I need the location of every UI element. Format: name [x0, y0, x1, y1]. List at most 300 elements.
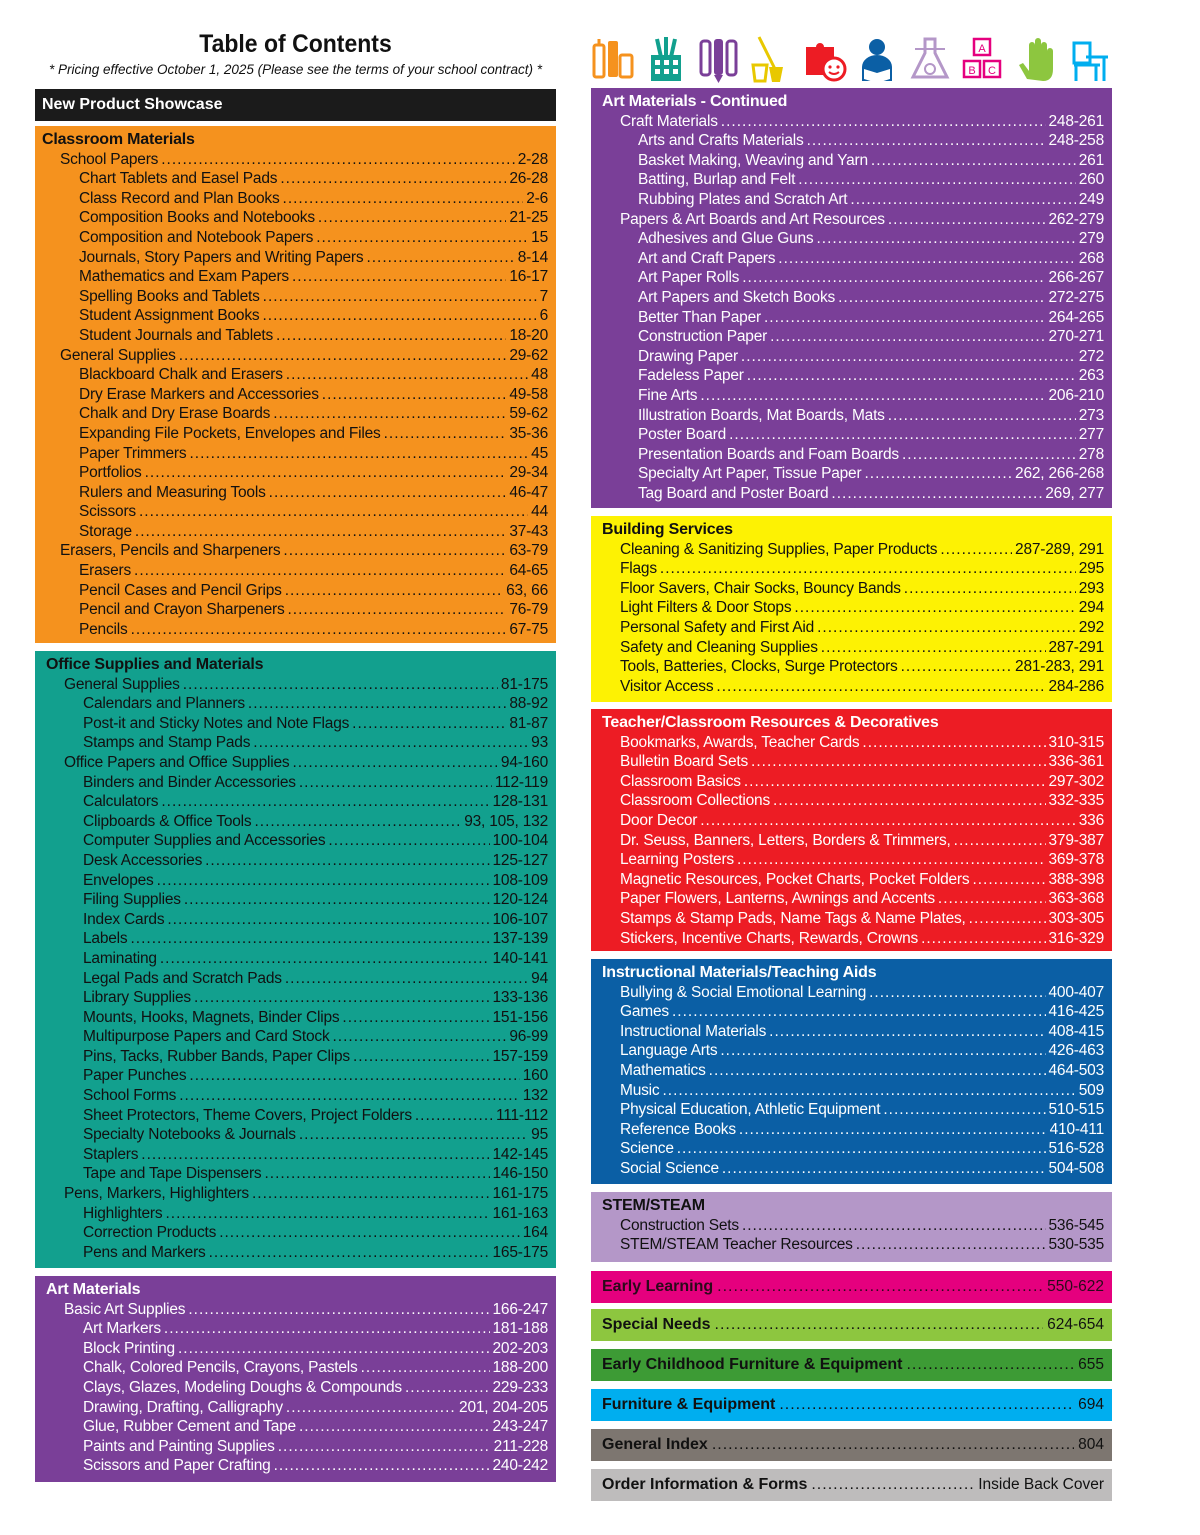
- toc-entry[interactable]: [46, 910, 548, 930]
- toc-entry[interactable]: [602, 559, 1104, 579]
- toc-entry[interactable]: [602, 190, 1104, 210]
- toc-entry[interactable]: [46, 890, 548, 910]
- toc-entry[interactable]: [602, 1216, 1104, 1236]
- dot-leader: [278, 1437, 491, 1457]
- early-learning-bar[interactable]: [591, 1271, 1112, 1303]
- toc-entry-page: 2-6: [526, 189, 548, 207]
- toc-entry[interactable]: [42, 424, 548, 444]
- toc-entry-label: Staplers: [83, 1145, 139, 1163]
- toc-entry[interactable]: [602, 131, 1104, 151]
- toc-entry-label: Student Journals and Tablets: [79, 326, 274, 344]
- toc-entry[interactable]: [42, 365, 548, 385]
- toc-entry-page: 151-156: [492, 1008, 548, 1026]
- toc-entry[interactable]: [46, 988, 548, 1008]
- dot-leader: [253, 733, 528, 753]
- building-services-box: [591, 516, 1112, 702]
- toc-entry-label: Tag Board and Poster Board: [638, 484, 829, 502]
- dot-leader: [677, 1139, 1046, 1159]
- toc-entry-page: 336: [1078, 811, 1104, 829]
- toc-entry-page: 161-175: [492, 1185, 548, 1203]
- toc-entry-page: 201, 204-205: [459, 1398, 548, 1416]
- dot-leader: [361, 1358, 490, 1378]
- toc-entry[interactable]: [46, 812, 548, 832]
- toc-entry[interactable]: [602, 831, 1104, 851]
- toc-entry[interactable]: [602, 1120, 1104, 1140]
- toc-entry[interactable]: [42, 228, 548, 248]
- dot-leader: [164, 1319, 490, 1339]
- toc-entry[interactable]: [46, 1417, 548, 1437]
- dot-leader: [342, 1008, 489, 1028]
- toc-entry[interactable]: [602, 1139, 1104, 1159]
- dot-leader: [794, 598, 1075, 618]
- toc-entry[interactable]: [42, 169, 548, 189]
- dot-leader: [299, 773, 492, 793]
- toc-entry[interactable]: [42, 248, 548, 268]
- toc-entry[interactable]: [602, 983, 1104, 1003]
- toc-entry-page: 295: [1078, 560, 1104, 578]
- dot-leader: [189, 1066, 519, 1086]
- furniture-equipment-bar[interactable]: [591, 1389, 1112, 1421]
- toc-entry-page: 7: [539, 287, 548, 305]
- toc-entry[interactable]: [46, 1339, 548, 1359]
- toc-entry-page: 416-425: [1048, 1003, 1104, 1021]
- toc-entry[interactable]: [46, 949, 548, 969]
- dot-leader: [415, 1106, 493, 1126]
- dot-leader: [850, 190, 1075, 210]
- dot-leader: [384, 424, 507, 444]
- toc-entry[interactable]: [602, 811, 1104, 831]
- dot-leader: [888, 210, 1046, 230]
- order-information-bar[interactable]: [591, 1469, 1112, 1501]
- toc-entry-page: 94: [531, 969, 548, 987]
- toc-entry[interactable]: [42, 385, 548, 405]
- toc-entry-label: Safety and Cleaning Supplies: [620, 638, 818, 656]
- toc-entry[interactable]: [46, 1300, 548, 1320]
- toc-entry-label: Desk Accessories: [83, 851, 203, 869]
- toc-entry[interactable]: [46, 1243, 548, 1263]
- toc-entry[interactable]: [602, 1041, 1104, 1061]
- toc-entry[interactable]: [42, 326, 548, 346]
- toc-entry[interactable]: [602, 909, 1104, 929]
- toc-entry-label: Glue, Rubber Cement and Tape: [83, 1418, 296, 1436]
- toc-entry-page: 63, 66: [506, 581, 548, 599]
- toc-entry-page: 426-463: [1048, 1042, 1104, 1060]
- toc-entry-label: Arts and Crafts Materials: [638, 132, 804, 150]
- toc-entry[interactable]: [46, 733, 548, 753]
- toc-entry[interactable]: [42, 600, 548, 620]
- toc-entry-page: 516-528: [1048, 1140, 1104, 1158]
- toc-entry[interactable]: [602, 210, 1104, 230]
- section-label: Early Learning: [602, 1278, 714, 1295]
- toc-entry[interactable]: [46, 1066, 548, 1086]
- dot-leader: [729, 425, 1076, 445]
- dot-leader: [938, 889, 1046, 909]
- page-range: 694: [1078, 1396, 1104, 1413]
- toc-entry-page: 260: [1078, 171, 1104, 189]
- toc-entry-page: 249: [1078, 190, 1104, 208]
- toc-entry[interactable]: [602, 406, 1104, 426]
- toc-entry-page: 2-28: [517, 150, 548, 168]
- toc-entry-page: 59-62: [509, 405, 548, 423]
- toc-entry-page: 292: [1078, 618, 1104, 636]
- toc-entry[interactable]: [46, 1358, 548, 1378]
- toc-entry[interactable]: [46, 831, 548, 851]
- toc-entry-label: Blackboard Chalk and Erasers: [79, 366, 283, 384]
- toc-entry[interactable]: [602, 889, 1104, 909]
- toc-entry-page: 388-398: [1048, 870, 1104, 888]
- dot-leader: [817, 618, 1076, 638]
- toc-entry-page: 164: [522, 1224, 548, 1242]
- dot-leader: [292, 753, 497, 773]
- toc-entry[interactable]: [602, 366, 1104, 386]
- toc-entry[interactable]: [46, 1223, 548, 1243]
- toc-entry[interactable]: [46, 714, 548, 734]
- toc-entry-page: 262, 266-268: [1015, 465, 1104, 483]
- toc-entry-label: Student Assignment Books: [79, 307, 260, 325]
- dot-leader: [288, 600, 507, 620]
- dot-leader: [189, 444, 528, 464]
- toc-entry[interactable]: [602, 425, 1104, 445]
- toc-entry[interactable]: [46, 1164, 548, 1184]
- toc-entry[interactable]: [46, 1456, 548, 1476]
- toc-entry-page: 243-247: [492, 1418, 548, 1436]
- toc-entry[interactable]: [46, 1027, 548, 1047]
- toc-entry[interactable]: [602, 151, 1104, 171]
- dot-leader: [145, 463, 507, 483]
- toc-entry[interactable]: [46, 1184, 548, 1204]
- toc-entry[interactable]: [46, 675, 548, 695]
- toc-entry-label: Bullying & Social Emotional Learning: [620, 983, 867, 1001]
- toc-entry[interactable]: [42, 581, 548, 601]
- toc-entry-label: Specialty Notebooks & Journals: [83, 1126, 296, 1144]
- toc-entry[interactable]: [46, 792, 548, 812]
- toc-entry[interactable]: [602, 598, 1104, 618]
- toc-entry[interactable]: [42, 463, 548, 483]
- toc-entry-page: 81-87: [509, 714, 548, 732]
- toc-entry[interactable]: [602, 870, 1104, 890]
- toc-entry[interactable]: [602, 540, 1104, 560]
- toc-entry[interactable]: [602, 752, 1104, 772]
- toc-entry-page: 165-175: [492, 1243, 548, 1261]
- dot-leader: [252, 1184, 490, 1204]
- toc-entry-page: 248-258: [1048, 132, 1104, 150]
- general-index-bar[interactable]: [591, 1429, 1112, 1461]
- toc-entry-label: Games: [620, 1003, 669, 1021]
- toc-entry-label: Filing Supplies: [83, 891, 181, 909]
- dot-leader: [160, 949, 490, 969]
- section-title: Instructional Materials/Teaching Aids: [602, 964, 877, 981]
- toc-entry[interactable]: [602, 347, 1104, 367]
- toc-entry[interactable]: [602, 308, 1104, 328]
- toc-entry-label: Chart Tablets and Easel Pads: [79, 170, 278, 188]
- toc-entry[interactable]: [42, 444, 548, 464]
- toc-entry-label: Dry Erase Markers and Accessories: [79, 385, 319, 403]
- toc-entry-label: Erasers: [79, 562, 132, 580]
- dot-leader: [269, 483, 507, 503]
- toc-entry[interactable]: [46, 929, 548, 949]
- toc-entry[interactable]: [602, 1159, 1104, 1179]
- toc-entry-label: STEM/STEAM Teacher Resources: [620, 1236, 853, 1254]
- toc-entry[interactable]: [602, 1061, 1104, 1081]
- dot-leader: [769, 1022, 1045, 1042]
- toc-entry[interactable]: [602, 1235, 1104, 1255]
- toc-entry-page: 211-228: [493, 1437, 548, 1455]
- toc-entry-label: Bulletin Board Sets: [620, 753, 749, 771]
- toc-entry[interactable]: [602, 445, 1104, 465]
- early-childhood-furniture-bar[interactable]: [591, 1349, 1112, 1381]
- section-title: STEM/STEAM: [602, 1197, 705, 1214]
- toc-entry[interactable]: [602, 249, 1104, 269]
- toc-entry[interactable]: [46, 1145, 548, 1165]
- dot-leader: [141, 1145, 489, 1165]
- toc-entry-page: 26-28: [509, 170, 548, 188]
- toc-entry-label: Light Filters & Door Stops: [620, 599, 792, 617]
- toc-entry-page: 510-515: [1048, 1101, 1104, 1119]
- toc-entry-label: Clipboards & Office Tools: [83, 812, 252, 830]
- toc-entry-page: 188-200: [492, 1359, 548, 1377]
- dot-leader: [333, 1027, 507, 1047]
- dot-leader: [139, 502, 528, 522]
- toc-entry[interactable]: [602, 327, 1104, 347]
- toc-entry-label: Stamps and Stamp Pads: [83, 734, 251, 752]
- toc-entry-page: 269, 277: [1045, 484, 1104, 502]
- section-title: Building Services: [602, 521, 733, 538]
- toc-entry-label: Computer Supplies and Accessories: [83, 832, 326, 850]
- toc-entry-label: Block Printing: [83, 1339, 175, 1357]
- toc-entry-label: Pens, Markers, Highlighters: [64, 1185, 249, 1203]
- toc-entry-page: 272-275: [1048, 288, 1104, 306]
- toc-entry-label: Rulers and Measuring Tools: [79, 483, 266, 501]
- toc-entry[interactable]: [46, 1086, 548, 1106]
- toc-entry-label: Art and Craft Papers: [638, 249, 776, 267]
- toc-entry[interactable]: [46, 1378, 548, 1398]
- toc-entry-page: 278: [1078, 445, 1104, 463]
- toc-entry[interactable]: [602, 484, 1104, 504]
- toc-entry[interactable]: [602, 1002, 1104, 1022]
- dot-leader: [209, 1243, 490, 1263]
- toc-entry-page: 509: [1078, 1081, 1104, 1099]
- page-range: 655: [1078, 1356, 1104, 1373]
- toc-entry-label: Drawing, Drafting, Calligraphy: [83, 1398, 283, 1416]
- toc-entry[interactable]: [602, 850, 1104, 870]
- page-range: 550-622: [1047, 1278, 1104, 1295]
- toc-entry-label: Rubbing Plates and Scratch Art: [638, 190, 848, 208]
- toc-entry[interactable]: [42, 502, 548, 522]
- dot-leader: [773, 791, 1046, 811]
- toc-entry-label: Cleaning & Sanitizing Supplies, Paper Products: [620, 540, 938, 558]
- new-product-showcase-bar[interactable]: New Product Showcase: [35, 89, 556, 121]
- toc-entry-label: Composition and Notebook Papers: [79, 228, 314, 246]
- dot-leader: [274, 1456, 490, 1476]
- toc-entry-page: 181-188: [492, 1320, 548, 1338]
- toc-entry-label: General Supplies: [60, 346, 176, 364]
- toc-entry-label: Paper Punches: [83, 1067, 187, 1085]
- toc-entry-page: 45: [531, 444, 548, 462]
- dot-leader: [764, 308, 1046, 328]
- toc-entry-label: Art Markers: [83, 1320, 161, 1338]
- toc-entry[interactable]: [46, 753, 548, 773]
- toc-entry-page: 8-14: [517, 248, 548, 266]
- dot-leader: [716, 677, 1045, 697]
- toc-entry-page: 240-242: [492, 1457, 548, 1475]
- toc-entry[interactable]: [42, 483, 548, 503]
- toc-entry-page: 16-17: [509, 268, 548, 286]
- special-needs-bar[interactable]: [591, 1309, 1112, 1341]
- dot-leader: [904, 579, 1076, 599]
- toc-entry[interactable]: [46, 773, 548, 793]
- toc-entry-page: 268: [1078, 249, 1104, 267]
- toc-entry[interactable]: [46, 969, 548, 989]
- toc-entry[interactable]: [602, 229, 1104, 249]
- toc-entry[interactable]: [42, 267, 548, 287]
- toc-entry-page: 76-79: [509, 601, 548, 619]
- toc-entry-page: 94-160: [500, 753, 548, 771]
- toc-entry-page: 128-131: [492, 793, 548, 811]
- toc-entry[interactable]: [42, 150, 548, 170]
- toc-entry[interactable]: [42, 522, 548, 542]
- toc-entry-label: Physical Education, Athletic Equipment: [620, 1101, 881, 1119]
- toc-entry-label: Tools, Batteries, Clocks, Surge Protectors: [620, 658, 898, 676]
- toc-entry-page: 281-283, 291: [1015, 658, 1104, 676]
- dot-leader: [720, 1041, 1045, 1061]
- dot-leader: [299, 1417, 490, 1437]
- toc-entry-page: 504-508: [1048, 1159, 1104, 1177]
- toc-entry[interactable]: [42, 561, 548, 581]
- toc-entry[interactable]: [46, 1398, 548, 1418]
- toc-entry[interactable]: [46, 871, 548, 891]
- dot-leader: [285, 969, 528, 989]
- dot-leader: [816, 229, 1075, 249]
- toc-entry[interactable]: [602, 733, 1104, 753]
- toc-entry-page: 297-302: [1048, 772, 1104, 790]
- toc-entry-label: Illustration Boards, Mat Boards, Mats: [638, 406, 885, 424]
- dot-leader: [722, 1159, 1046, 1179]
- dot-leader: [747, 366, 1076, 386]
- toc-entry-page: 46-47: [509, 483, 548, 501]
- toc-entry[interactable]: [46, 1106, 548, 1126]
- toc-entry-label: Specialty Art Paper, Tissue Paper: [638, 465, 862, 483]
- section-title: Classroom Materials: [42, 131, 195, 148]
- toc-entry[interactable]: [46, 1008, 548, 1028]
- toc-entry-label: Portfolios: [79, 464, 142, 482]
- page-range: 624-654: [1047, 1316, 1104, 1333]
- toc-entry-label: Dr. Seuss, Banners, Letters, Borders & Trimmers,: [620, 831, 951, 849]
- toc-entry-page: 273: [1078, 406, 1104, 424]
- toc-entry-label: Pins, Tacks, Rubber Bands, Paper Clips: [83, 1047, 350, 1065]
- section-label: Early Childhood Furniture & Equipment: [602, 1356, 903, 1373]
- toc-entry[interactable]: [602, 791, 1104, 811]
- toc-entry-page: 6: [539, 307, 548, 325]
- toc-entry[interactable]: [42, 306, 548, 326]
- toc-entry[interactable]: [602, 618, 1104, 638]
- toc-entry-label: Composition Books and Notebooks: [79, 209, 315, 227]
- toc-entry[interactable]: [602, 929, 1104, 949]
- toc-entry-page: 88-92: [509, 695, 548, 713]
- toc-entry[interactable]: [42, 208, 548, 228]
- dot-leader: [737, 850, 1046, 870]
- toc-entry-label: Labels: [83, 930, 128, 948]
- toc-entry[interactable]: [602, 657, 1104, 677]
- toc-entry-page: 111-112: [495, 1106, 548, 1124]
- toc-entry[interactable]: [42, 346, 548, 366]
- toc-entry[interactable]: [602, 638, 1104, 658]
- toc-entry[interactable]: [46, 694, 548, 714]
- toc-entry[interactable]: [46, 1047, 548, 1067]
- toc-entry-label: General Supplies: [64, 675, 180, 693]
- toc-entry-page: 287-289, 291: [1015, 540, 1104, 558]
- toc-entry-label: Art Paper Rolls: [638, 269, 740, 287]
- toc-entry-page: 400-407: [1048, 983, 1104, 1001]
- toc-entry-page: 15: [531, 228, 548, 246]
- toc-entry[interactable]: [42, 287, 548, 307]
- classroom-materials-box: [35, 126, 556, 643]
- toc-entry-label: Storage: [79, 522, 132, 540]
- markers-icon: [696, 35, 742, 85]
- toc-entry[interactable]: [46, 851, 548, 871]
- toc-entry[interactable]: [602, 268, 1104, 288]
- toc-entry[interactable]: [42, 541, 548, 561]
- toc-entry[interactable]: [602, 1022, 1104, 1042]
- toc-entry-label: Library Supplies: [83, 989, 191, 1007]
- toc-entry-label: School Papers: [60, 150, 159, 168]
- toc-entry[interactable]: [602, 1081, 1104, 1101]
- toc-entry-page: 530-535: [1048, 1236, 1104, 1254]
- toc-entry-label: Classroom Basics: [620, 772, 741, 790]
- toc-entry[interactable]: [46, 1204, 548, 1224]
- toc-entry[interactable]: [46, 1125, 548, 1145]
- section-title: Art Materials - Continued: [602, 93, 788, 110]
- toc-entry[interactable]: [602, 1100, 1104, 1120]
- toc-entry-label: Paints and Painting Supplies: [83, 1437, 275, 1455]
- toc-entry-label: Envelopes: [83, 871, 154, 889]
- toc-entry[interactable]: [602, 772, 1104, 792]
- toc-entry-page: 132: [522, 1087, 548, 1105]
- dot-leader: [838, 288, 1045, 308]
- toc-entry[interactable]: [46, 1319, 548, 1339]
- section-title: Teacher/Classroom Resources & Decoratives: [602, 714, 939, 731]
- toc-entry-label: Learning Posters: [620, 851, 734, 869]
- toc-entry[interactable]: [42, 404, 548, 424]
- toc-entry-page: 279: [1078, 230, 1104, 248]
- toc-entry[interactable]: [602, 677, 1104, 697]
- toc-entry[interactable]: [602, 170, 1104, 190]
- cleaning-bucket-icon: [749, 35, 795, 85]
- toc-entry[interactable]: [602, 386, 1104, 406]
- toc-entry-label: Chalk and Dry Erase Boards: [79, 405, 271, 423]
- dot-leader: [969, 909, 1046, 929]
- toc-entry-label: Fadeless Paper: [638, 367, 744, 385]
- toc-entry-label: Poster Board: [638, 426, 727, 444]
- toc-entry[interactable]: [602, 288, 1104, 308]
- section-title: Art Materials: [46, 1281, 141, 1298]
- dot-leader: [264, 1164, 489, 1184]
- dot-leader: [283, 189, 524, 209]
- toc-entry[interactable]: [602, 464, 1104, 484]
- toc-entry[interactable]: [602, 112, 1104, 132]
- dot-leader: [299, 1125, 528, 1145]
- toc-entry[interactable]: [602, 579, 1104, 599]
- toc-entry[interactable]: [42, 620, 548, 640]
- toc-entry-label: Multipurpose Papers and Card Stock: [83, 1028, 330, 1046]
- toc-entry-label: Journals, Story Papers and Writing Papers: [79, 248, 364, 266]
- toc-entry-label: Basic Art Supplies: [64, 1300, 186, 1318]
- toc-entry-label: Social Science: [620, 1159, 719, 1177]
- dot-leader: [821, 638, 1046, 658]
- toc-entry[interactable]: [42, 189, 548, 209]
- dot-leader: [178, 1339, 490, 1359]
- toc-entry-page: 95: [531, 1126, 548, 1144]
- toc-entry[interactable]: [46, 1437, 548, 1457]
